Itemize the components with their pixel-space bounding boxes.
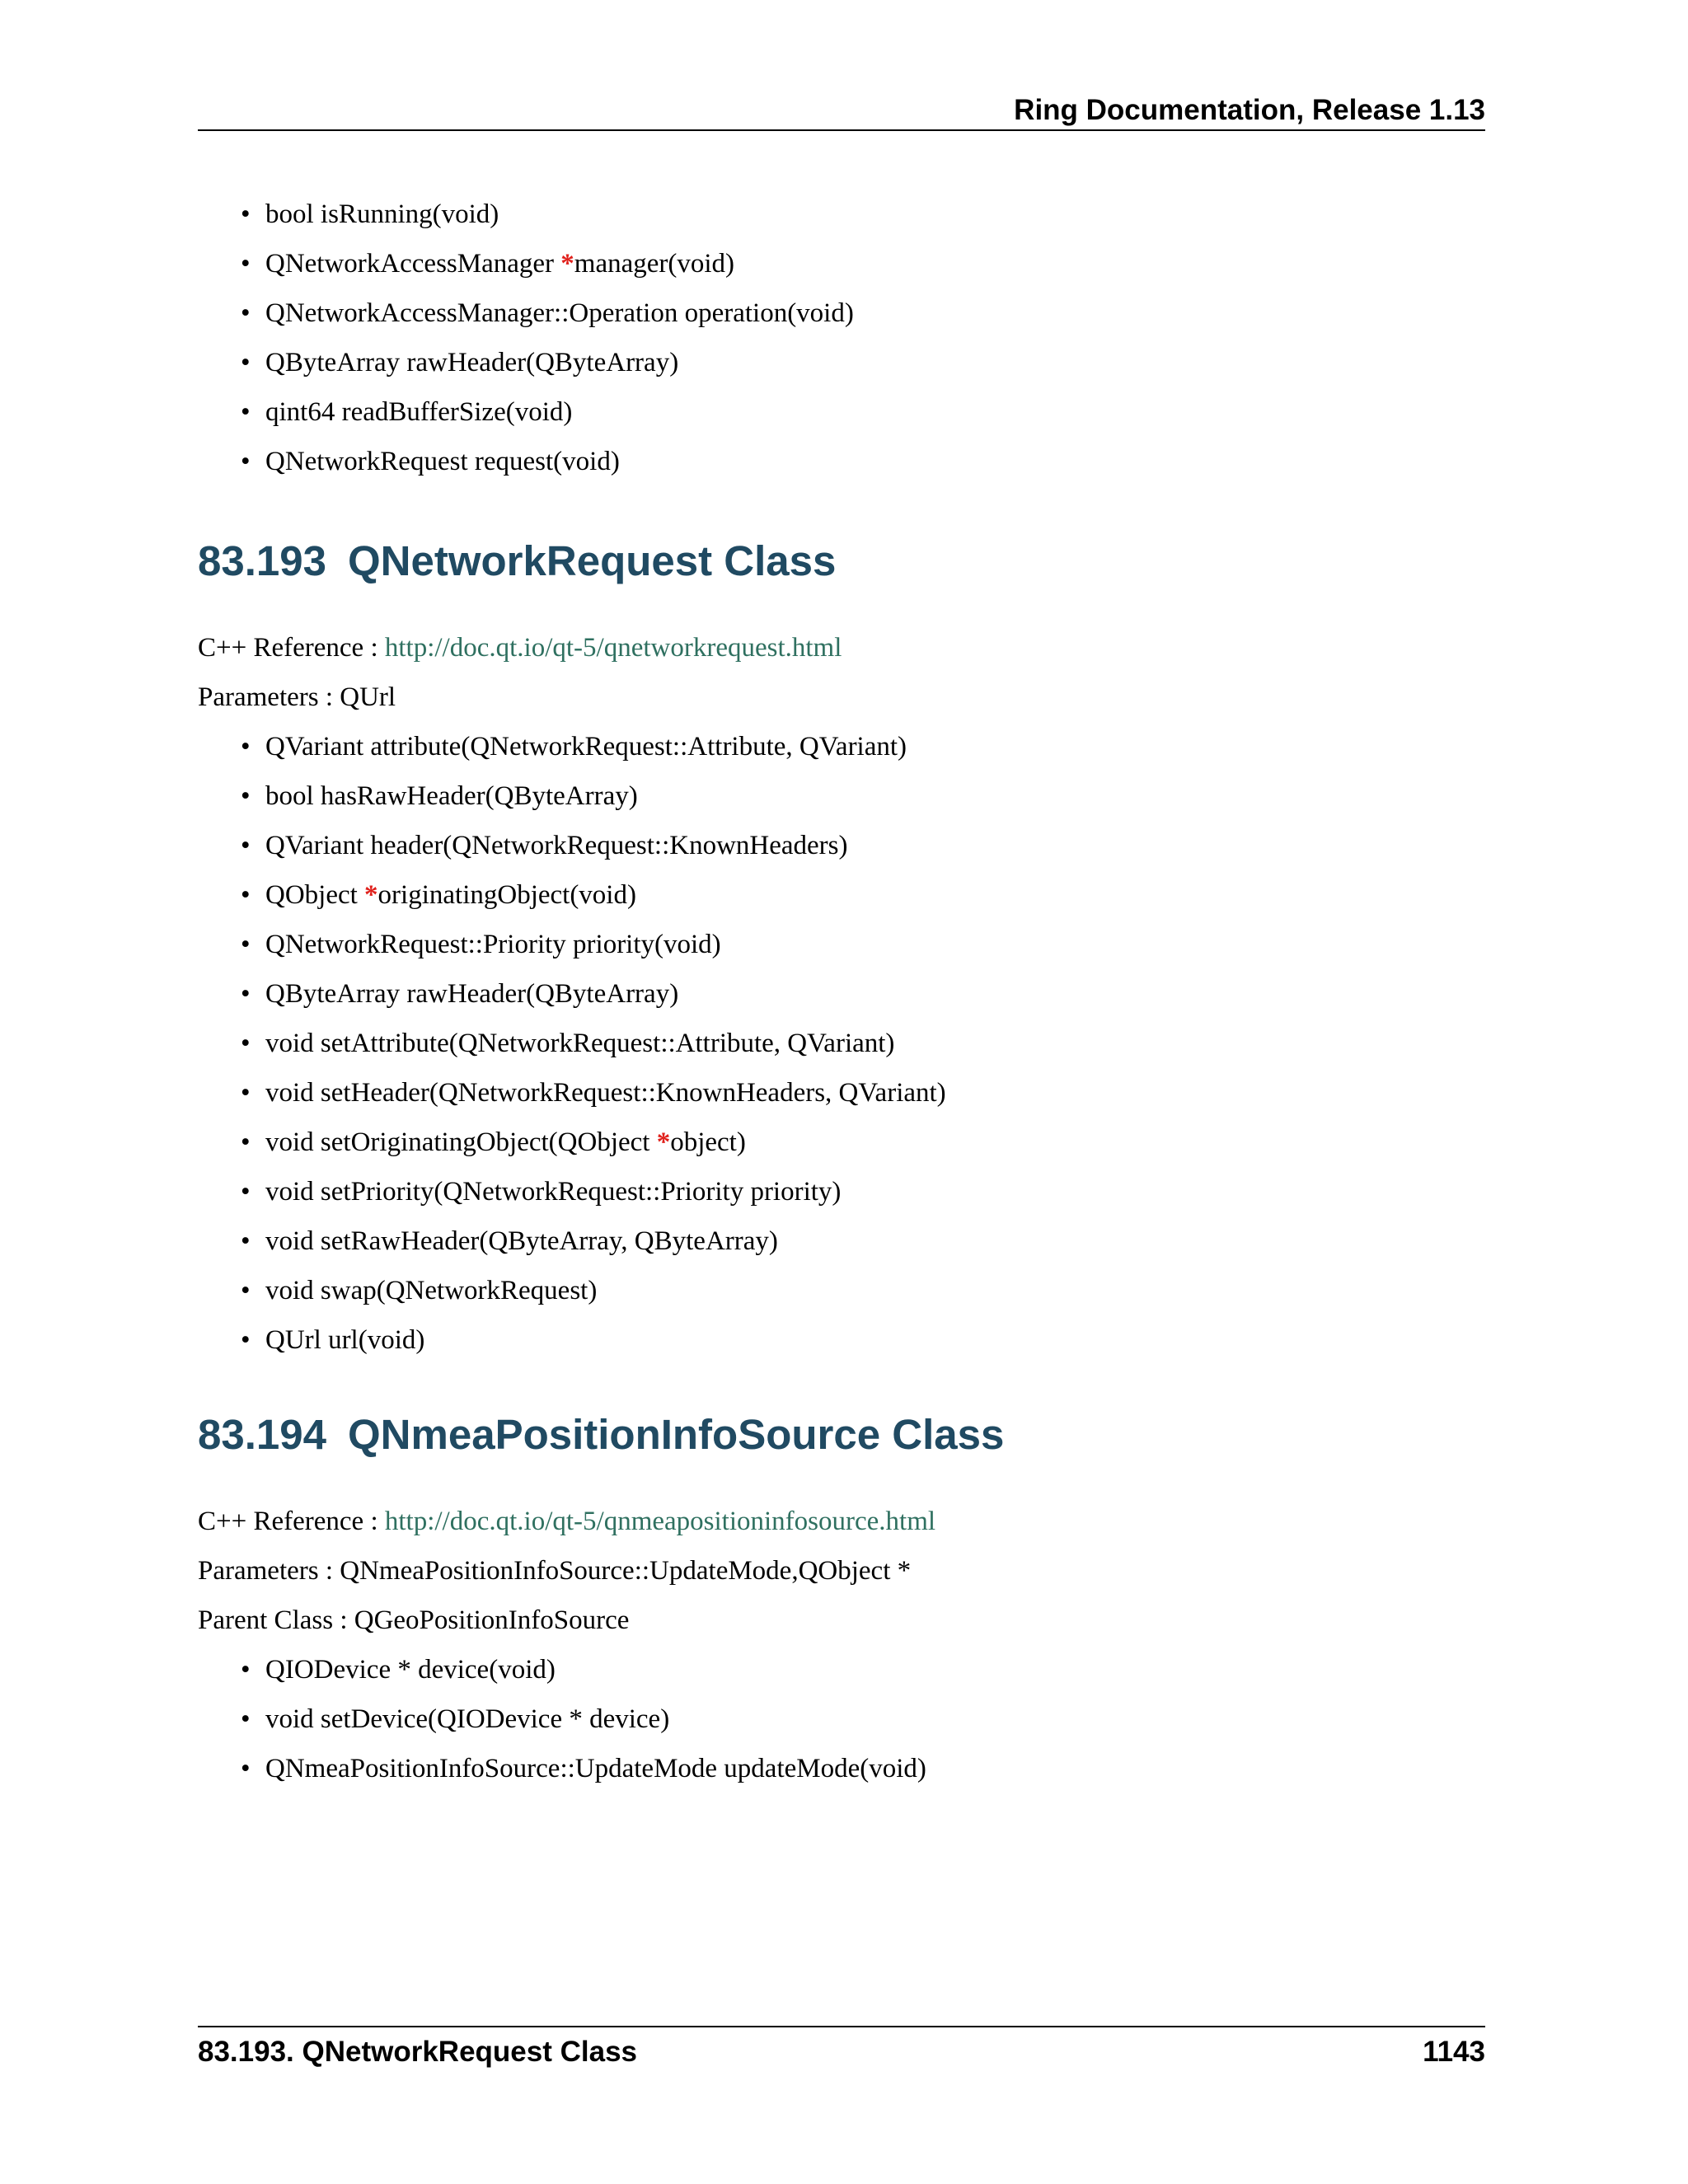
method-signature: void setOriginatingObject(QObject — [265, 1127, 657, 1157]
bullet-icon: • — [241, 1754, 251, 1783]
method-list-item — [198, 977, 1485, 1010]
method-list-item — [198, 780, 1485, 813]
section-194-heading — [198, 1409, 1004, 1460]
bullet-icon: • — [241, 1325, 251, 1355]
section-194-method-list-container — [198, 1653, 1485, 1802]
section-194-reference-label: C++ Reference : — [198, 1507, 385, 1536]
bullet-icon: • — [241, 1226, 251, 1256]
section-194-number: 83.194 — [198, 1411, 326, 1458]
method-signature: QVariant header(QNetworkRequest::KnownHeaders) — [265, 831, 848, 860]
bullet-icon: • — [241, 199, 251, 229]
method-list-item — [198, 1225, 1485, 1258]
section-193-number: 83.193 — [198, 537, 326, 584]
header-rule — [198, 129, 1485, 131]
method-list-item — [198, 1274, 1485, 1307]
method-signature: QObject — [265, 880, 365, 910]
method-signature: void setAttribute(QNetworkRequest::Attribute, QVariant) — [265, 1029, 895, 1058]
method-signature: void setDevice(QIODevice * device) — [265, 1704, 670, 1734]
method-signature: void swap(QNetworkRequest) — [265, 1276, 598, 1305]
method-list-item — [198, 297, 1485, 330]
bullet-icon: • — [241, 930, 251, 959]
running-header: Ring Documentation, Release 1.13 — [1014, 94, 1485, 126]
method-signature: QUrl url(void) — [265, 1325, 425, 1355]
bullet-icon: • — [241, 1655, 251, 1685]
bullet-icon: • — [241, 781, 251, 811]
section-194-reference-link[interactable]: http://doc.qt.io/qt-5/qnmeapositioninfosource.html — [384, 1507, 936, 1536]
section-194-title: QNmeaPositionInfoSource Class — [348, 1411, 1005, 1458]
method-signature-rest: object) — [670, 1127, 746, 1157]
section-194-parameters: Parameters : QNmeaPositionInfoSource::UpdateMode,QObject * — [198, 1556, 912, 1586]
method-list-item — [198, 1324, 1485, 1357]
section-193-parameters: Parameters : QUrl — [198, 682, 396, 712]
method-list-item — [198, 879, 1485, 912]
method-signature: QByteArray rawHeader(QByteArray) — [265, 348, 679, 377]
bullet-icon: • — [241, 732, 251, 762]
method-signature-rest: originatingObject(void) — [377, 880, 636, 910]
section-193-method-list — [198, 730, 1485, 1357]
method-signature: QNetworkAccessManager::Operation operation(void) — [265, 298, 854, 328]
method-signature: bool isRunning(void) — [265, 199, 499, 229]
section-193-method-list-container — [198, 730, 1485, 1373]
bullet-icon: • — [241, 880, 251, 910]
pointer-asterisk: * — [560, 249, 574, 279]
method-signature: qint64 readBufferSize(void) — [265, 397, 573, 427]
method-list-item — [198, 1027, 1485, 1060]
bullet-icon: • — [241, 1127, 251, 1157]
method-list-item — [198, 396, 1485, 429]
section-193-reference — [198, 631, 842, 664]
method-signature: void setRawHeader(QByteArray, QByteArray) — [265, 1226, 778, 1256]
method-list-item — [198, 1076, 1485, 1109]
pointer-asterisk: * — [656, 1127, 671, 1157]
method-list-item — [198, 829, 1485, 862]
method-signature: QNetworkRequest request(void) — [265, 447, 620, 476]
bullet-icon: • — [241, 447, 251, 476]
method-list-item — [198, 1703, 1485, 1736]
bullet-icon: • — [241, 1704, 251, 1734]
bullet-icon: • — [241, 298, 251, 328]
section-193-reference-link[interactable]: http://doc.qt.io/qt-5/qnetworkrequest.html — [384, 633, 842, 663]
footer-page-number: 1143 — [1423, 2036, 1485, 2068]
method-list-item — [198, 445, 1485, 478]
method-list-item — [198, 928, 1485, 961]
method-signature: QIODevice * device(void) — [265, 1655, 556, 1685]
section-194-method-list — [198, 1653, 1485, 1785]
pointer-asterisk: * — [364, 880, 378, 910]
bullet-icon: • — [241, 979, 251, 1009]
method-list-item — [198, 730, 1485, 763]
bullet-icon: • — [241, 249, 251, 279]
bullet-icon: • — [241, 831, 251, 860]
method-signature: QByteArray rawHeader(QByteArray) — [265, 979, 679, 1009]
method-list-item — [198, 1752, 1485, 1785]
method-list-item — [198, 198, 1485, 231]
method-signature-rest: manager(void) — [574, 249, 735, 279]
method-signature: void setHeader(QNetworkRequest::KnownHeaders, QVariant) — [265, 1078, 946, 1108]
method-signature: QVariant attribute(QNetworkRequest::Attribute, QVariant) — [265, 732, 907, 762]
bullet-icon: • — [241, 1276, 251, 1305]
method-list-item — [198, 1653, 1485, 1686]
method-signature: void setPriority(QNetworkRequest::Priority priority) — [265, 1177, 842, 1207]
bullet-icon: • — [241, 397, 251, 427]
method-signature: QNmeaPositionInfoSource::UpdateMode updateMode(void) — [265, 1754, 926, 1783]
method-signature: QNetworkRequest::Priority priority(void) — [265, 930, 721, 959]
section-193-heading — [198, 536, 836, 587]
method-list-item — [198, 1175, 1485, 1208]
footer-section-title: 83.193. QNetworkRequest Class — [198, 2036, 638, 2068]
section-193-title: QNetworkRequest Class — [348, 537, 837, 584]
section-194-reference — [198, 1505, 935, 1538]
section-194-parent-class: Parent Class : QGeoPositionInfoSource — [198, 1605, 630, 1635]
intro-method-list — [198, 198, 1485, 478]
intro-method-list-container — [198, 198, 1485, 494]
method-list-item — [198, 247, 1485, 280]
method-list-item — [198, 346, 1485, 379]
bullet-icon: • — [241, 1078, 251, 1108]
method-list-item — [198, 1126, 1485, 1159]
bullet-icon: • — [241, 348, 251, 377]
method-signature: QNetworkAccessManager — [265, 249, 561, 279]
method-signature: bool hasRawHeader(QByteArray) — [265, 781, 638, 811]
section-193-reference-label: C++ Reference : — [198, 633, 385, 663]
footer-rule — [198, 2026, 1485, 2027]
bullet-icon: • — [241, 1177, 251, 1207]
bullet-icon: • — [241, 1029, 251, 1058]
